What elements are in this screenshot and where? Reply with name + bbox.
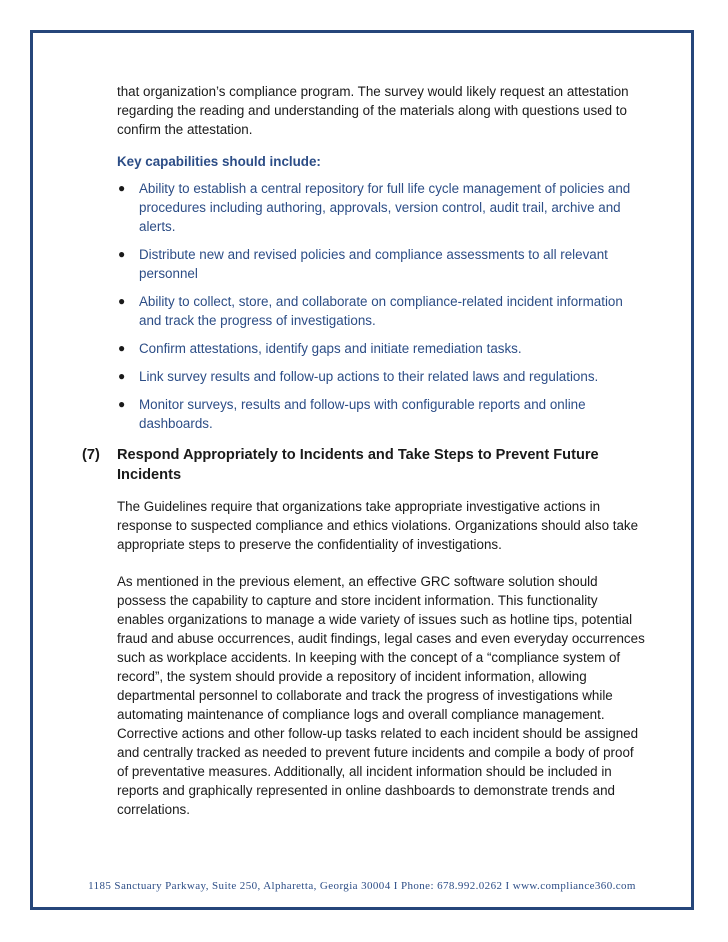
- section-heading: [82, 445, 652, 485]
- list-item-text: Ability to establish a central repository for full life cycle management of policies and procedures including authoring, approvals, version control, audit trail, archive and alerts.: [139, 181, 631, 234]
- bullet-icon: ●: [118, 294, 126, 308]
- list-item: [117, 179, 647, 236]
- list-item: [117, 245, 647, 283]
- section-body: [117, 497, 647, 819]
- list-item-text: Ability to collect, store, and collaborate on compliance-related incident information and track the progress of investigations.: [139, 294, 623, 328]
- list-item-text: Distribute new and revised policies and compliance assessments to all relevant personnel: [139, 247, 608, 281]
- upper-content: [117, 82, 647, 442]
- list-item: [117, 339, 647, 358]
- list-item-text: Monitor surveys, results and follow-ups with configurable reports and online dashboards.: [139, 397, 586, 431]
- list-item: [117, 292, 647, 330]
- list-item: [117, 395, 647, 433]
- bullet-icon: ●: [118, 247, 126, 261]
- key-capabilities-heading: Key capabilities should include:: [117, 154, 321, 169]
- list-item-text: Link survey results and follow-up actions to their related laws and regulations.: [139, 369, 599, 384]
- bullet-icon: ●: [118, 181, 126, 195]
- page-footer: 1185 Sanctuary Parkway, Suite 250, Alpharetta, Georgia 30004 I Phone: 678.992.0262 I www.compliance360.com: [88, 880, 636, 892]
- list-item-text: Confirm attestations, identify gaps and initiate remediation tasks.: [139, 341, 522, 356]
- section-paragraph: The Guidelines require that organizations take appropriate investigative actions in response to suspected compliance and ethics violations. Organizations should also take appropriate steps to preserve the confidentiality of investigations.: [117, 499, 639, 552]
- intro-paragraph: that organization’s compliance program. The survey would likely request an attestation regarding the reading and understanding of the materials along with questions used to confirm the attestation.: [117, 84, 629, 137]
- section-7: [82, 445, 652, 837]
- list-item: [117, 367, 647, 386]
- section-number: (7): [82, 447, 100, 463]
- bullet-icon: ●: [118, 397, 126, 411]
- bullet-icon: ●: [118, 341, 126, 355]
- bullet-icon: ●: [118, 369, 126, 383]
- section-paragraph: As mentioned in the previous element, an effective GRC software solution should possess the capability to capture and store incident information. This functionality enables organizations to manage a wide variety of issues such as hotline tips, potential fraud and abuse occurrences, audit findings, legal cases and even everyday occurrences such as workplace accidents. In keeping with the concept of a “compliance system of record”, the system should provide a repository of incident information, allowing departmental personnel to collaborate and track the progress of investigations while automating maintenance of compliance logs and overall compliance management. Corrective actions and other follow-up tasks related to each incident should be assigned and centrally tracked as needed to prevent future incidents and compile a body of proof of preventative measures. Additionally, all incident information should be included in reports and graphically represented in online dashboards to demonstrate trends and correlations.: [117, 574, 645, 817]
- key-capabilities-list: [117, 179, 647, 433]
- section-title: Respond Appropriately to Incidents and Take Steps to Prevent Future Incidents: [117, 447, 599, 483]
